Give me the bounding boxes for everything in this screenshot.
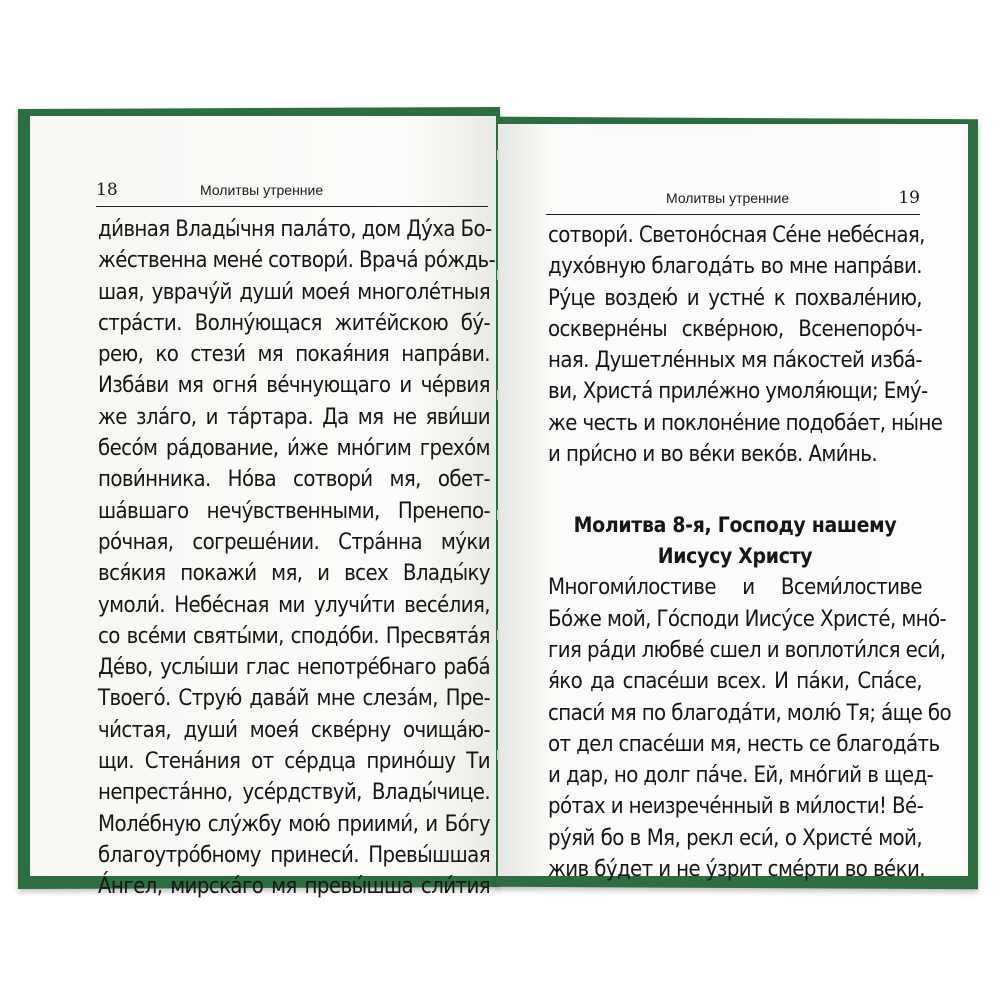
text-line: ди́вная Влады́чня пала́то, дом Ду́ха Бо- — [98, 217, 492, 242]
binding-stitch — [497, 150, 499, 160]
left-page — [30, 116, 496, 900]
text-line: вся́кия покажи́ мя, и всех Влады́ку — [98, 561, 490, 587]
left-page-text — [98, 214, 496, 903]
text-line: я́ко да спасе́ши всех. И па́ки, Спа́се, — [548, 669, 922, 695]
prayer-title-line: Молитва 8-я, Господу нашему — [573, 513, 897, 538]
binding-stitch — [497, 630, 499, 640]
left-running-head: Молитвы утренние — [200, 182, 324, 198]
prayer-title — [548, 510, 922, 572]
text-line: чи́стая, души́ моея́ скве́рну очища́ю- — [98, 717, 490, 743]
text-line: умоли́. Небе́сная ми улучи́ти весе́лия, — [98, 592, 490, 618]
text-line: А́нгел, мирска́го мя превы́шша сли́тия — [98, 874, 490, 900]
text-line: сотвори́. Светоно́сная Се́не небе́сная, — [548, 223, 925, 248]
right-page — [498, 124, 968, 883]
text-line: шая, уврачу́й души́ моея́ многоле́тныя — [98, 279, 490, 305]
text-line: ша́вшаго нечу́вственными, Пренепо- — [98, 498, 490, 524]
text-line: рею, ко стези́ мя покая́ния напра́ви. — [98, 342, 490, 368]
text-line: щи. Стена́ния от се́рдца прино́шу Ти — [98, 749, 490, 775]
text-line: Ру́це воздею́ и устне́ к похвале́нию, — [548, 285, 922, 311]
text-line: бесо́м ра́дование, и́же мно́гим грехо́м — [98, 436, 490, 462]
text-line: спаси́ мя по благода́ти, молю́ Тя; а́ще бо — [548, 700, 952, 726]
text-line: со все́ми святы́ми, сподо́би. Пресвята́я — [98, 623, 490, 649]
text-line: ная. Душетле́нных мя па́костей изба́- — [548, 348, 922, 374]
text-line: от дел спасе́ши мя, несть се благода́ть — [548, 731, 940, 757]
text-line: ро́чная, согреше́нии. Стра́нна му́ки — [98, 529, 490, 555]
text-line: Бо́же мой, Го́споди Иису́се Христе́, мно́- — [548, 606, 947, 632]
right-page-text — [548, 220, 952, 885]
text-line: Моле́бную слу́жбу мою́ приими́, и Бо́гу — [98, 811, 490, 837]
text-line: ви, Христа́ приле́жно умоля́ющи; Ему́- — [548, 379, 928, 405]
text-line: ро́тах и неизрече́нный в ми́лости! Ве́- — [548, 794, 924, 820]
binding-stitch — [497, 390, 499, 400]
binding-stitch — [497, 750, 499, 760]
text-line: Изба́ви мя огня́ ве́чнующаго и че́рвия — [98, 373, 490, 399]
left-page-number: 18 — [96, 180, 118, 200]
text-line: и дар, но долг па́че. Ей, мно́гий в щед- — [548, 763, 934, 789]
text-line: ру́яй бо в Мя, рекл еси́, о Христе́ мой, — [548, 825, 922, 851]
text-line: жив бу́дет и не у́зрит сме́рти во ве́ки. — [548, 857, 925, 883]
right-page-number: 19 — [898, 188, 920, 208]
text-line: Де́во, услы́ши глас непотре́бнаго раба́ — [98, 655, 490, 681]
text-line: же честь и поклоне́ние подоба́ет, ны́не — [548, 410, 943, 436]
text-line: оскверне́ны скве́рною, Всенепоро́ч- — [548, 316, 922, 342]
text-line: Твоего́. Струю́ дава́й мне слеза́м, Пре- — [98, 686, 490, 712]
text-line: же зла́го, и та́ртара. Да мя не яви́ши — [98, 404, 490, 430]
text-line: и при́сно и во ве́ки веко́в. Ами́нь. — [548, 442, 878, 468]
text-line: гия ра́ди любве́ сшел и воплоти́лся еси́, — [548, 637, 946, 663]
text-line: же́ственна мене́ сотвори́. Врача́ ро́ждь- — [98, 248, 496, 274]
right-running-head: Молитвы утренние — [666, 190, 790, 206]
text-line: благоутро́бному принеси́. Превы́шшая — [98, 842, 490, 868]
text-line: духо́вную благода́ть во мне напра́ви. — [548, 254, 922, 280]
text-line: непреста́нно, усе́рдствуй, Влады́чице. — [98, 780, 490, 806]
left-page-header — [96, 176, 488, 207]
text-line: стра́сти. Волну́ющася жите́йскою бу́- — [98, 310, 490, 336]
binding-stitch — [497, 270, 499, 280]
text-line: пови́нника. Но́ва сотвори́ мя, обет- — [98, 467, 490, 493]
right-page-header — [546, 184, 920, 215]
binding-stitch — [497, 510, 499, 520]
prayer-title-line: Иисусу Христу — [657, 544, 813, 569]
text-line: Многоми́лостиве и Всеми́лостиве — [548, 575, 922, 601]
